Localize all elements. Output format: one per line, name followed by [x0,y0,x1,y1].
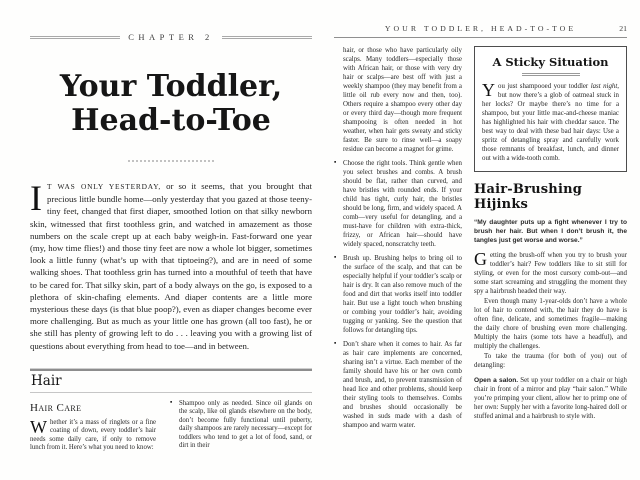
answer-paragraph-2: Even though many 1-year-olds don’t have a whole lot of hair to contend with, the hair they do have is often fine, delicate, and sometimes fragile—making the daily chore of brushing even more challenging. Multiply the hairs (some tots have a headful), and multiply the challenges. [474,298,627,350]
reader-question: “My daughter puts up a fight whenever I try to brush her hair. But when I don’t brush it, the tangles just get worse and worse.” [474,219,627,244]
right-page-right-column [474,46,627,421]
drop-cap-g: G [474,249,487,269]
bullet-square-icon [170,399,172,408]
chapter-title-line1: Your Toddler, [59,69,283,104]
chapter-header [30,32,312,42]
bullet-item-tools [334,159,462,249]
sticky-text-italic: last night [590,83,618,90]
bullet-text-tools: Choose the right tools. Think gentle when you select brushes and combs. A brush should be flat, rather than curved, and have bristles with rounded ends. If your child has tight, curly hair, the bristles should be long, firm, and widely spaced. A comb—very useful for detangling, and a must-have for children with extra-thick, frizzy, or African hair—should have widely spaced, nonscratchy teeth. [343,160,462,248]
bullet-item-dont-share [334,340,462,430]
answer-text-1: etting the brush-off when you try to brush your toddler’s hair? Few toddlers like to sit still for styling, or even for the most cursory comb-out—and some start screaming and struggling the moment they spy a hairbrush headed their way. [474,252,627,295]
bullet-item-shampoo [170,400,312,451]
hair-care-paragraph [30,416,156,453]
hair-care-column [30,400,156,453]
bullet-square-icon [334,339,336,348]
sticky-situation-paragraph [482,82,619,163]
right-page-left-column [334,46,462,430]
hair-care-subheading: Hair Care [30,401,82,414]
page-number: 21 [619,24,627,33]
hair-care-text: hether it’s a mass of ringlets or a fine coating of down, every toddler’s hair needs some daily care, if only to remove lunch from it. Here’s what you need to know: [30,418,156,452]
bullet-text-dont-share: Don’t share when it comes to hair. As far as hair care implements are concerned, sharing isn’t a virtue. Each member of the family should have his or her own comb and brush, and, to prevent transmission of head lice and other problems, should keep their styling tools to themselves. Combs and brushes should occasionally be washed in suds made with a dash of shampoo and warm water. [343,341,462,429]
answer-paragraph-1 [474,251,627,296]
chapter-rule-right [222,36,312,39]
bullet-text-shampoo: Shampoo only as needed. Since oil glands on the scalp, like oil glands elsewhere on the body, don’t become fully functional until puberty, daily shampoos are rarely necessary—except for toddlers who tend to get a lot of food, sand, or dirt in their [179,399,312,450]
bullet-text-brush-up: Brush up. Brushing helps to bring oil to the surface of the scalp, and that can be especially helpful if your toddler’s scalp or hair is dry. It can also remove much of the food and dirt that works itself into toddler hair. But use a light touch when brushing or combing your toddler’s hair, avoiding tugging or yanking. See the question that follows for detangling tips. [343,255,462,334]
sticky-situation-rule [522,73,580,76]
tip-text: Set up your toddler on a chair or high chair in front of a mirror and play “hair salon.” While you’re primping your client, allow her to primp one of her own: Supply her with a favorite long-haired doll or stuffed animal and a hairbrush to style with. [474,377,627,420]
running-header-text: YOUR TODDLER, HEAD-TO-TOE [384,24,577,33]
running-header [334,24,627,37]
answer-paragraph-3: To take the trauma (for both of you) out of detangling: [474,353,627,369]
left-page [30,28,312,452]
bullet-item-brush-up [334,254,462,335]
shampoo-column [170,400,312,451]
intro-text: or so it seems, that you brought that precious little bundle home—only yesterday that you gazed at those teeny-tiny feet, changed that first diaper, smoothed lotion on that silky newborn skin, witnessed that first toothless grin, and watched in amazement as those numbers on the scale crept up at each baby weigh-in. Fast-forward one year (my, how time flies!) and those tiny feet are now a whole lot bigger, sometimes look a little funny (what’s up with that tiptoeing?), and are in need of some walking shoes. That toothless grin has turned into a mouthful of teeth that have to be cared for. That silky skin, part of a body always on the go, is exposed to a plethora of skin-chafing elements. And diaper contents are a little more mysterious these days (is that blue poop?), even as diaper changes become ever more challenging. But as much as your little one has grown (all too fast), he or she still has plenty of growing left to do . . . leaving you with a growing list of questions about everything from head to toe—and in between. [30,181,312,351]
chapter-title-line2: Head-to-Toe [71,103,271,138]
hair-section-title: Hair [31,372,62,389]
drop-cap-w: W [30,416,47,437]
sticky-text-pre: ou just shampooed your toddler [498,83,591,90]
tip-lead: Open a salon. [474,377,519,384]
continuation-paragraph: hair, or those who have particularly oily scalps. Many toddlers—especially those with African hair, or those with very dry hair or scalps—are best off with just a weekly shampoo (they may benefit from a little oil rub every now and then, too). Others require a shampoo every other day or every third day—though more frequent shampooing is often needed in hot weather, when hair gets sweaty and sticky faster. Be sure to rinse well—a soapy residue can become a magnet for grime. [343,47,462,153]
bullet-square-icon [334,158,336,167]
running-header-rule [334,37,627,38]
sticky-text-post: , but now there’s a glob of oatmeal stuck in her locks? Or maybe there’s no time for a shampoo, but your little mac-and-cheese maniac has highlighted his hair with cheddar sauce. The best way to deal with these bad hair days: Use a spritz of detangling spray and carefully work those remnants of breakfast, lunch, and dinner out with a wide-tooth comb. [482,83,620,162]
sticky-situation-title: A Sticky Situation [492,55,609,69]
drop-cap-y: Y [482,80,495,100]
ornament-divider [128,160,214,162]
hijinks-heading: Hair-Brushing Hijinks [474,182,583,212]
bullet-square-icon [334,253,336,262]
sticky-situation-box [474,46,627,172]
intro-lead-smallcaps: T WAS ONLY YESTERDAY, [47,182,162,191]
intro-paragraph [30,180,312,352]
drop-cap-i: I [30,178,42,218]
tip-paragraph [474,376,627,421]
chapter-title [30,70,312,138]
hair-section-bottom-rule [30,392,312,393]
chapter-rule-left [30,36,120,39]
right-page [334,24,627,429]
chapter-label: CHAPTER 2 [128,32,214,42]
